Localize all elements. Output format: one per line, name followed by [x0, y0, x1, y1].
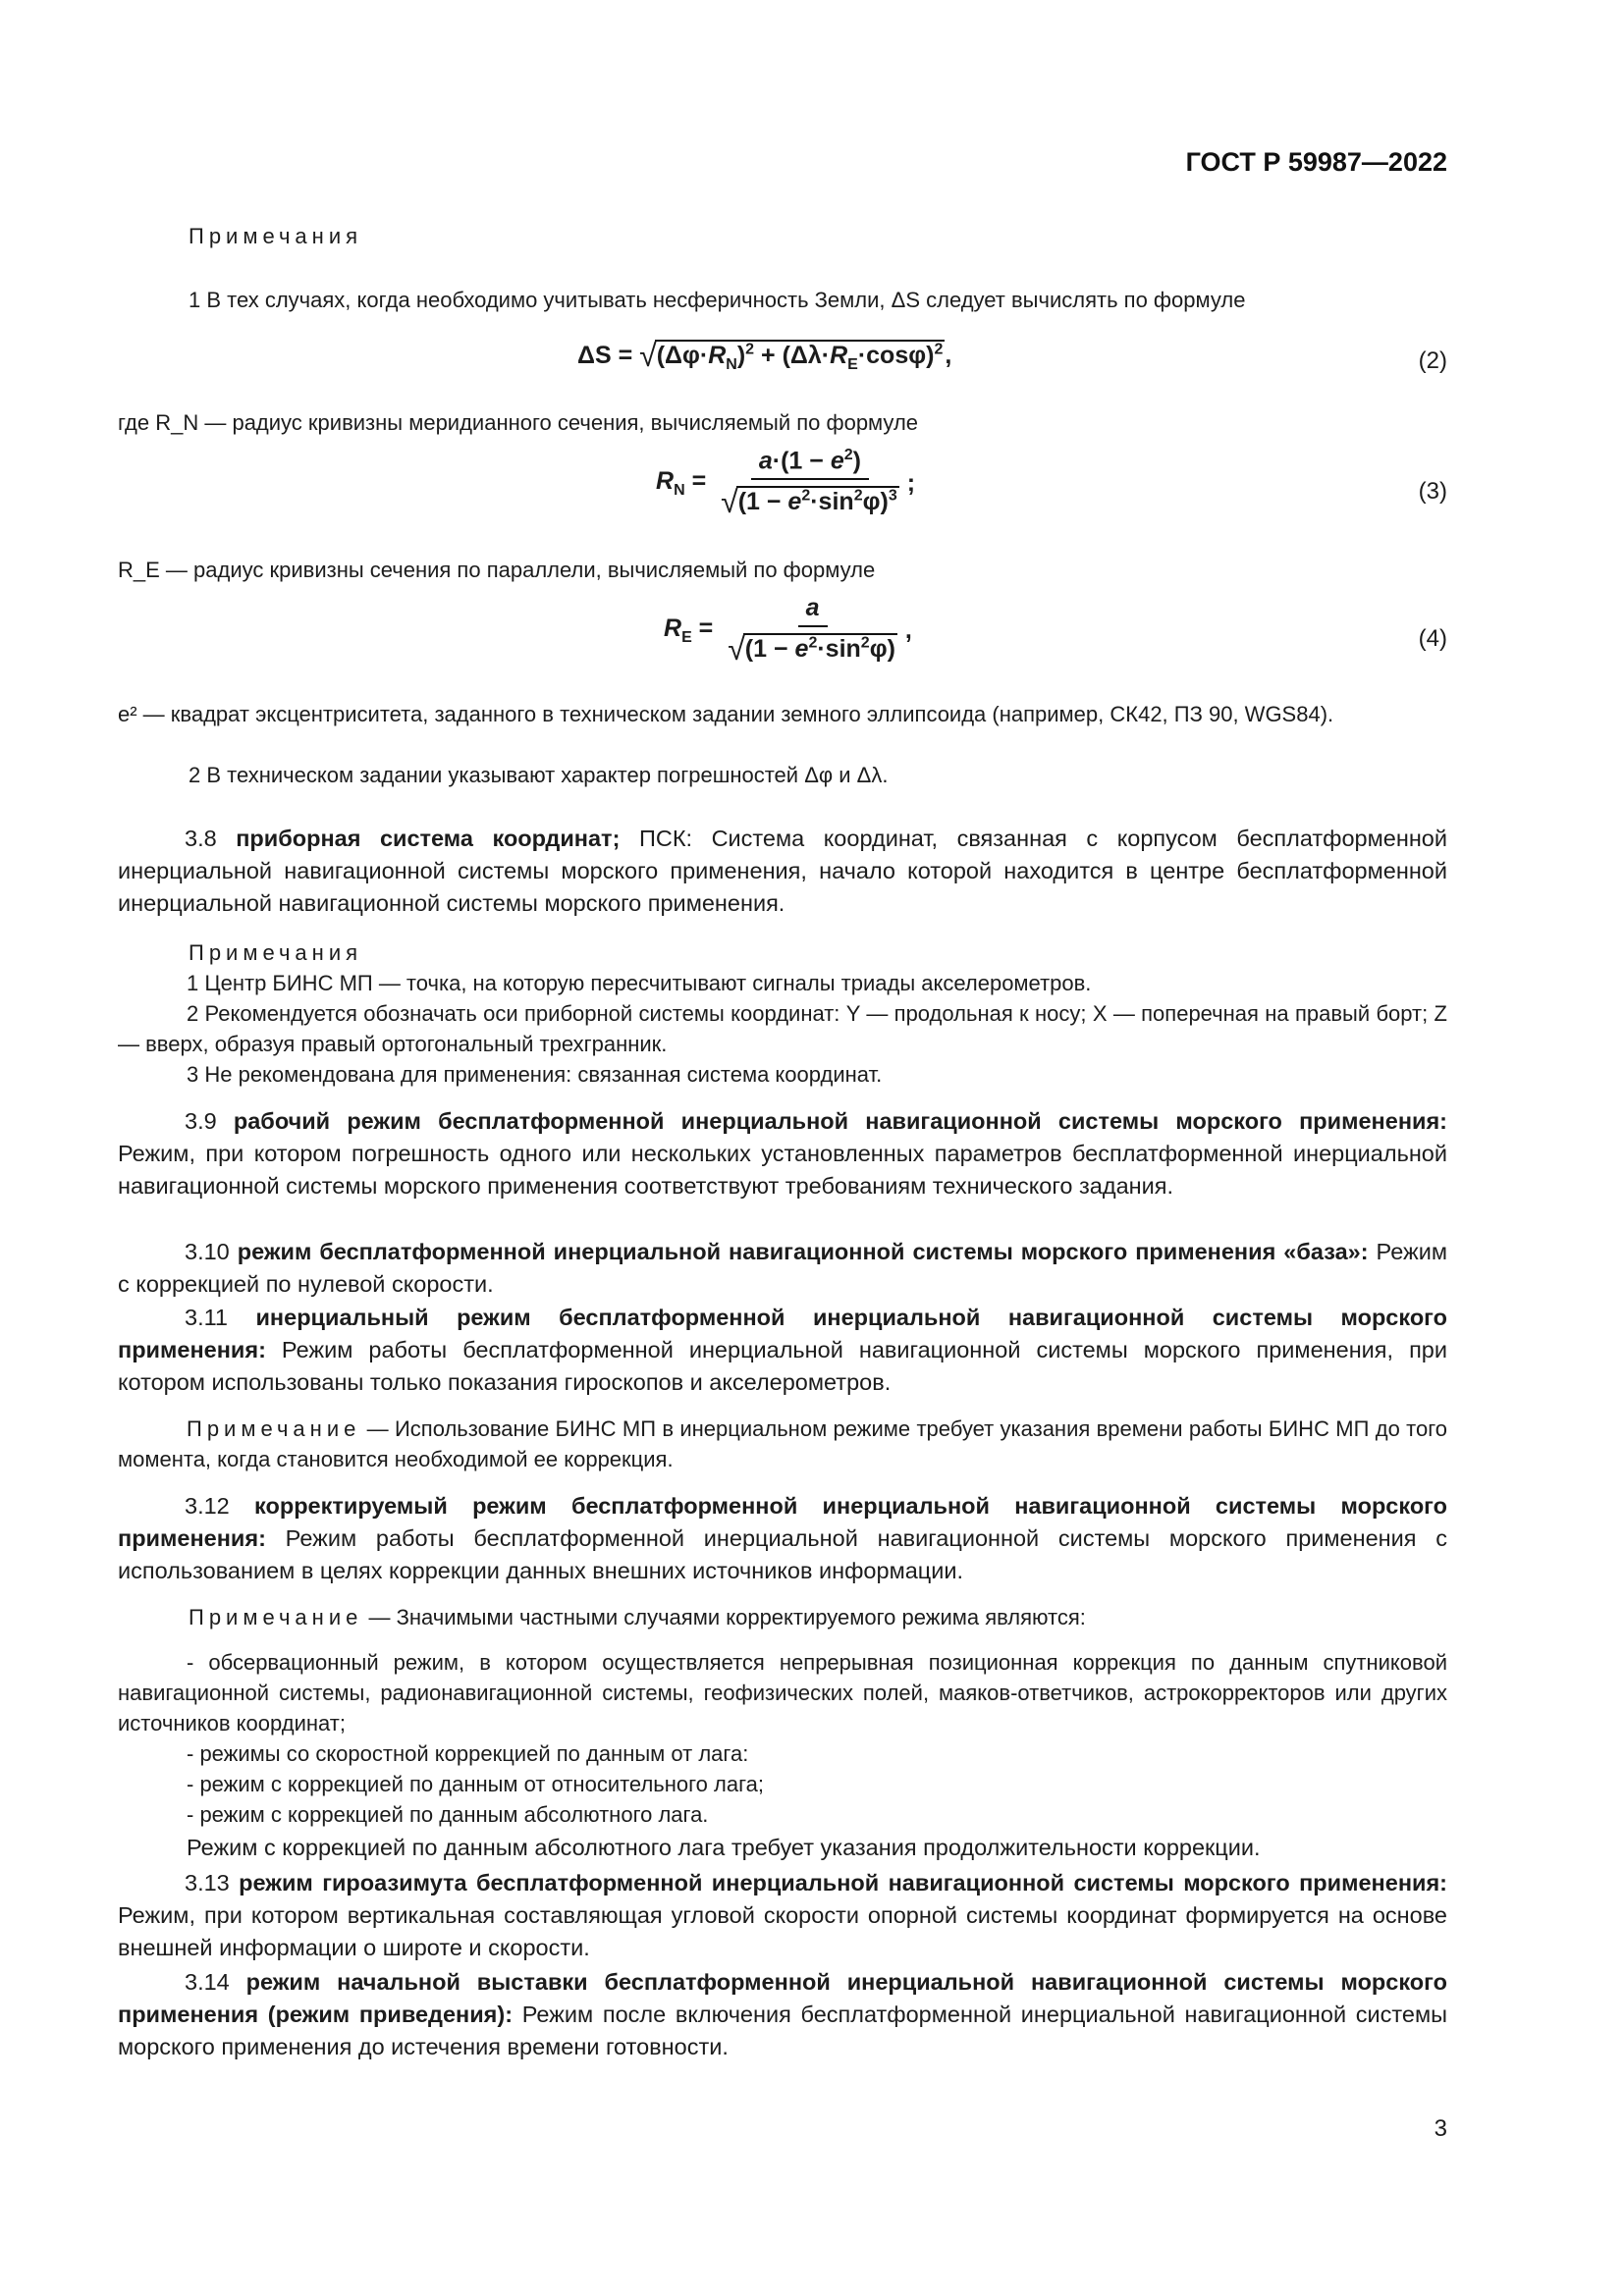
section-3-8: 3.8 приборная система координат; ПСК: Система координат, связанная с корпусом бесплатформенной инерциальной навигационной системы морского применения, начало которой находится в центре бесплатформенной инерциальной навигационной системы морского применения.: [118, 826, 1448, 916]
notes-title: Примечания: [189, 224, 363, 248]
list-item: - обсервационный режим, в котором осуществляется непрерывная позиционная коррекция по данным спутниковой навигационной системы, радионавигационной системы, геофизических полей, маяков-ответчиков, астрокорректоров или других источников координат;: [118, 1650, 1447, 1735]
list-item: - режим с коррекцией по данным от относительного лага;: [187, 1772, 764, 1796]
note-1-lead: 1 В тех случаях, когда необходимо учитывать несферичность Земли, ΔS следует вычислять по формуле: [189, 288, 1246, 312]
list-item: - режим с коррекцией по данным абсолютного лага.: [187, 1802, 709, 1827]
term-3-12: корректируемый режим бесплатформенной инерциальной навигационной системы морского применения:: [118, 1493, 1448, 1551]
note-3-8-1: 1 Центр БИНС МП — точка, на которую пересчитывают сигналы триады акселерометров.: [187, 971, 1092, 995]
formula-4-number: (4): [1418, 625, 1447, 652]
document-id-header: ГОСТ Р 59987—2022: [1185, 147, 1447, 177]
list-item: - режимы со скоростной коррекцией по данным от лага:: [187, 1741, 749, 1766]
formula-2: $\Delta S = √(\Delta\varphi\cdot R_N)^2 + (\Delta\lambda\cdot R_E\cdot\cos\varphi)^2$, (2): [577, 338, 1447, 374]
term-3-13: режим гироазимута бесплатформенной инерциальной навигационной системы морского применения:: [239, 1870, 1447, 1896]
section-3-9: 3.9 рабочий режим бесплатформенной инерциальной навигационной системы морского применения: Режим, при котором погрешность одного или нескольких установленных параметров бесплатформенной инерциальной навигационной системы морского применения соответствуют требованиям технического задания.: [118, 1108, 1448, 1199]
e2-definition: e² — квадрат эксцентриситета, заданного в техническом задании земного эллипсоида (например, СК42, ПЗ 90, WGS84).: [118, 702, 1334, 726]
note-3-8-3: 3 Не рекомендована для применения: связанная система координат.: [187, 1062, 883, 1087]
section-3-11-note: Примечание — Использование БИНС МП в инерциальном режиме требует указания времени работы БИНС МП до того момента, когда становится необходимой ее коррекция.: [118, 1416, 1447, 1471]
formula-3: $R_N$ = $\frac{a\cdot(1 - e^2)}{√(1 - e^2\cdot\sin^2\varphi)^3}$ ; (3): [656, 447, 1447, 520]
formula-4: $R_E$ = $\frac{a}{√(1 - e^2\cdot\sin^2\varphi)}$ , (4): [664, 594, 1447, 667]
page-number: 3: [1434, 2115, 1447, 2142]
term-3-10: режим бесплатформенной инерциальной навигационной системы морского применения «база»:: [237, 1239, 1369, 1264]
re-definition: R_E — радиус кривизны сечения по параллели, вычисляемый по формуле: [118, 558, 876, 582]
section-3-12-items: [118, 1647, 1447, 1830]
section-3-12-tail: Режим с коррекцией по данным абсолютного лага требует указания продолжительности коррекции.: [187, 1835, 1261, 1860]
section-3-14: 3.14 режим начальной выставки бесплатформенной инерциальной навигационной системы морского применения (режим приведения): Режим после включения бесплатформенной инерциальной навигационной системы морского применения до истечения времени готовности.: [118, 1969, 1448, 2059]
section-3-12: 3.12 корректируемый режим бесплатформенной инерциальной навигационной системы морского применения: Режим работы бесплатформенной инерциальной навигационной системы морского применения с использованием в целях коррекции данных внешних источников информации.: [118, 1493, 1448, 1583]
section-3-13: 3.13 режим гироазимута бесплатформенной инерциальной навигационной системы морского применения: Режим, при котором вертикальная составляющая угловой скорости опорной системы координат формируется на основе внешней информации о широте и скорости.: [118, 1870, 1447, 1960]
section-3-8-notes: Примечания 1 Центр БИНС МП — точка, на которую пересчитывают сигналы триады акселерометров. 2 Рекомендуется обозначать оси приборной системы координат: Y — продольная к носу; X — поперечная на правый борт; Z — вверх, образуя правый ортогональный трехгранник. 3 Не рекомендована для применения: связанная система координат.: [118, 937, 1447, 1090]
formula-3-number: (3): [1418, 478, 1447, 505]
section-3-12-note: Примечание — Значимыми частными случаями корректируемого режима являются:: [189, 1605, 1086, 1629]
term-3-8: приборная система координат;: [236, 826, 621, 851]
term-3-14: режим начальной выставки бесплатформенной инерциальной навигационной системы морского применения (режим приведения):: [118, 1969, 1447, 2027]
formula-2-number: (2): [1418, 347, 1447, 374]
term-3-9: рабочий режим бесплатформенной инерциальной навигационной системы морского применения:: [233, 1108, 1448, 1134]
term-3-11: инерциальный режим бесплатформенной инерциальной навигационной системы морского применения:: [118, 1305, 1448, 1362]
note-3-8-2: 2 Рекомендуется обозначать оси приборной системы координат: Y — продольная к носу; X — поперечная на правый борт; Z — вверх, образуя правый ортогональный трехгранник.: [118, 1001, 1447, 1056]
section-3-10: 3.10 режим бесплатформенной инерциальной навигационной системы морского применения «база»: Режим с коррекцией по нулевой скорости.: [118, 1239, 1447, 1297]
section-3-11: 3.11 инерциальный режим бесплатформенной инерциальной навигационной системы морского применения: Режим работы бесплатформенной инерциальной навигационной системы морского применения, при котором использованы только показания гироскопов и акселерометров.: [118, 1305, 1448, 1395]
note-2: 2 В техническом задании указывают характер погрешностей Δφ и Δλ.: [189, 763, 889, 787]
rn-definition: где R_N — радиус кривизны меридианного сечения, вычисляемый по формуле: [118, 410, 919, 435]
notes-block-1: [118, 221, 1447, 251]
